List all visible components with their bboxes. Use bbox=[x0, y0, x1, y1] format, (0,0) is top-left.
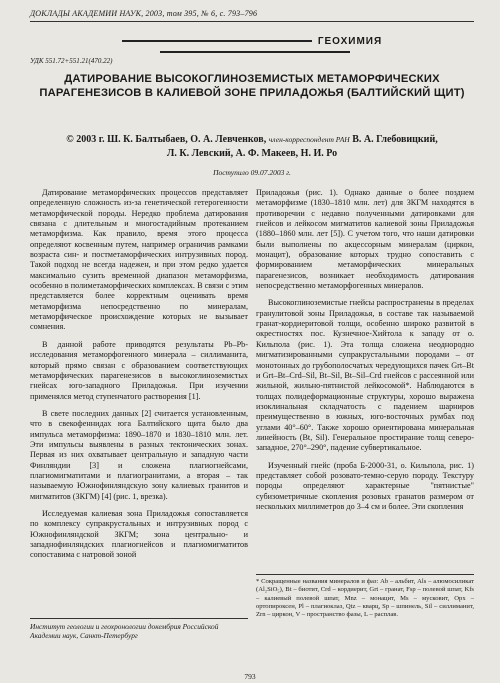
journal-header: ДОКЛАДЫ АКАДЕМИИ НАУК, 2003, том 395, № 6, с. 793–796 bbox=[30, 9, 258, 18]
article-title: ДАТИРОВАНИЕ ВЫСОКОГЛИНОЗЕМИСТЫХ МЕТАМОРФИЧЕСКИХ ПАРАГЕНЕЗИСОВ В КАЛИЕВОЙ ЗОНЕ ПРИЛАДОЖЬЯ (БАЛТИЙСКИЙ ЩИТ) bbox=[39, 73, 465, 99]
footnote: * Сокращенные названия минералов и фаз: Ab – альбит, Als – алюмосиликат (Al₂SiO₅), Bt – биотит, Crd – кордиерит, Grt – гранат, Fsp – полевой шпат, Kfs – калиевый полевой шпат, Mnz – монацит, Ms – мусковит, Opx – ортопироксен, Pl – плагиоклаз, Qtz – кварц, Sp – шпинель, Sil – силлиманит, Zrn – циркон, V – пространство фазы, L – расплав. bbox=[256, 574, 474, 619]
section-heading bbox=[30, 36, 474, 58]
page-number: 793 bbox=[244, 672, 256, 681]
received-date: Поступило 09.07.2003 г. bbox=[213, 168, 291, 177]
section-bar-right bbox=[160, 51, 350, 53]
header-rule bbox=[30, 21, 474, 22]
section-bar-left bbox=[122, 40, 312, 42]
authors-line-1b: В. А. Глебовицкий, bbox=[352, 134, 438, 145]
paragraph: Датирование метаморфических процессов представляет определенную сложность из-за генетической гетерогенности метаморфической породы. Нередко проблема датирования связана с длительным и многостадийным протеканием метаморфизма. Как правило, время этого процесса определяют косвенным путем, например ограничив рамками возраста син- и постметаморфических интрузивных пород. Такой подход не всегда надежен, и при этом редко удается максимально сузить временной диапазон метаморфизма, особенно в полиметаморфических комплексах. В связи с этим представляется более корректным оценивать время метаморфизма непосредственно по минералам, метаморфическое происхождение которых не вызывает сомнения. bbox=[30, 188, 248, 332]
left-column bbox=[30, 188, 248, 561]
paragraph: В данной работе приводятся результаты Pb–Pb-исследования метаморфогенного минерала – силлиманита, который прямо связан с образованием соответствующих метаморфических парагенезисов в высокоглиноземистых гнейсах юго-западного Приладожья. При изучении применялся метод ступенчатого растворения [1]. bbox=[30, 339, 248, 401]
authors-block bbox=[34, 133, 470, 161]
section-title: ГЕОХИМИЯ bbox=[317, 36, 383, 47]
paragraph: Исследуемая калиевая зона Приладожья сопоставляется по комплексу супракрустальных и интрузивных пород с Южнофинляндской ЗКГМ; зона центрально- и западнофинляндских плагиогнейсов и плагиомигматитов сопоставима с натровой зоной bbox=[30, 508, 248, 560]
institute-affiliation: Институт геологии и геохронологии докембрия Российской Академии наук, Санкт-Петербург bbox=[30, 618, 248, 641]
author-rank: член-корреспондент РАН bbox=[268, 135, 350, 144]
udk-code: УДК 551.72+551.21(470.22) bbox=[30, 57, 113, 65]
paragraph: В свете последних данных [2] считается установленным, что в свекофеннидах юга Балтийского щита было два импульса метаморфизма: 1890–1870 и 1830–1810 млн. лет. Эти импульсы выявлены в разных тектонических зонах. Первая из них охватывает центральную и западную части Финляндии [3] и сложена плагиогнейсами, плагиомигматитами и плагиогранитами, а вторая – так называемую Южнофинляндскую зону калиевых гранитов и мигматитов (ЗКГМ) [4] (рис. 1, врезка). bbox=[30, 408, 248, 501]
paragraph: Приладожья (рис. 1). Однако данные о более позднем метаморфизме (1830–1810 млн. лет) для ЗКГМ находятся в противоречии с недавно полученными датировками для гнейсов и лейкосом мигматитов калиевой зоны Приладожья (1880–1860 млн. лет [5]). С учетом того, что наши датировки были выполнены по акцессорным минералам (циркон, монацит), образование которых трудно сопоставить с формированием метаморфических минеральных парагенезисов, возникает необходимость датирования непосредственно метаморфогенных минералов. bbox=[256, 188, 474, 291]
paragraph: Изученный гнейс (проба Б-2000-31, о. Кильпола, рис. 1) представляет собой розовато-темно-серую породу. Текстуру породы определяют характерные "пятнистые" субизометричные скопления розовых гранатов размером от нескольких миллиметров до 3–4 см и более. Эти скопления bbox=[256, 460, 474, 511]
authors-line-1: © 2003 г. Ш. К. Балтыбаев, О. А. Левченков, bbox=[66, 134, 267, 145]
paragraph: Высокоглиноземистые гнейсы распространены в пределах гранулитовой зоны Приладожья, в составе так называемой гранат-кордиеритовой толщи, особенно широко развитой в окрестностях пос. Кузнечное-Хийтола к западу от о. Кильпола (рис. 1). Эта толща сложена неоднородно мигматизированными супракрустальными породами – от монотонных до грубополосчатых чередующихся пачек Grt–Bt и Grt–Bt–Crd–Sil, Bt–Sil, Bt–Sil–Crd гнейсов с рассеянной или жильной, жильно-пятнистой лейкосомой*. Наблюдаются в толщах полидеформационные структуры, хорошо выражена изоклинальная складчатость с падением шарниров преимущественно в южных, юго-восточных румбах под углами 40°–60°. Также хорошо ориентирована минеральная линейность (Bt, Sil). Генеральное простирание толщ северо-западное, 270°–290°, падение субвертикальное. bbox=[256, 298, 474, 453]
right-column bbox=[256, 188, 474, 512]
authors-line-2: Л. К. Левский, А. Ф. Макеев, Н. И. Ро bbox=[166, 148, 338, 159]
